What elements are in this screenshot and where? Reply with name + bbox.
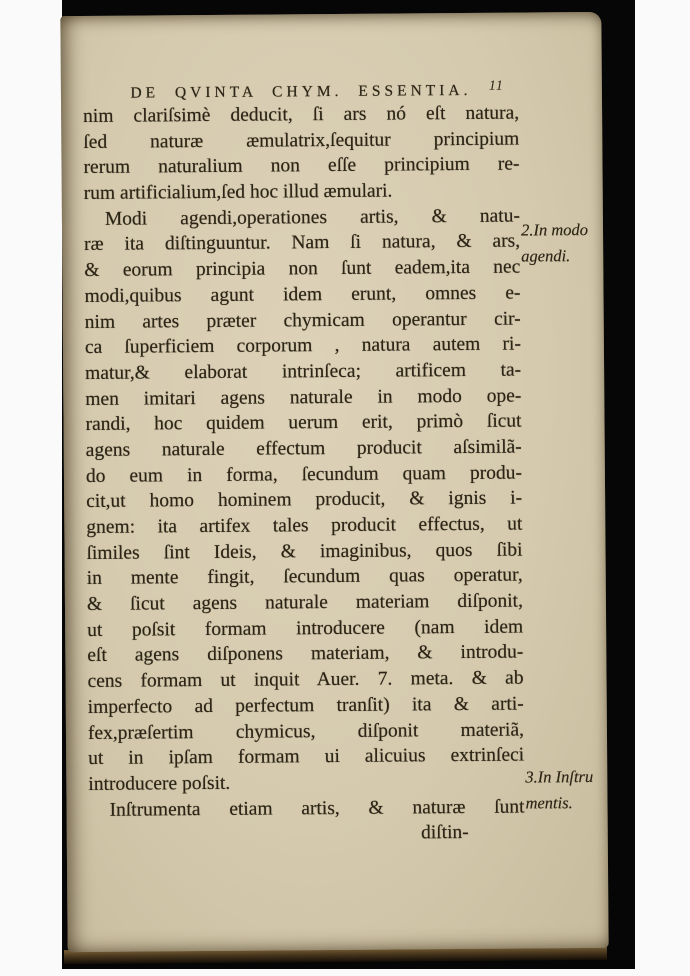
text-line: cens formam ut inquit Auer. 7. meta. & ab — [87, 667, 524, 693]
text-line: rum artificialium,ſed hoc illud æmulari. — [83, 180, 393, 205]
text-line: randi, hoc quidem uerum erit, primò ſicut — [85, 410, 522, 436]
text-line: modi,quibus agunt idem erunt, omnes e- — [84, 282, 521, 307]
text-line: eſt agens diſponens materiam, & introdu- — [87, 641, 524, 667]
text-line: ut poſsit formam introducere (nam idem — [87, 616, 524, 641]
text-line: Inſtrumenta etiam artis, & naturæ ſunt — [109, 796, 525, 821]
text-line: agens naturale effectum producit aſsimilã- — [85, 436, 522, 461]
margin-note-line: 3.In Inſtru — [525, 766, 594, 787]
text-line: & ſicut agens naturale materiam diſponit, — [86, 590, 524, 616]
book-page — [60, 12, 608, 952]
margin-note-line: mentis. — [525, 793, 573, 813]
body-text — [83, 101, 525, 849]
text-line: do eum in forma, ſecundum quam produ- — [85, 462, 523, 487]
catchword: diſtin- — [421, 822, 469, 844]
text-line: ræ ita diſtinguuntur. Nam ſi natura, & ars, — [84, 230, 521, 256]
text-line: fex,præſertim chymicus, diſponit materiã, — [87, 719, 525, 744]
text-line: ſed naturæ æmulatrix,ſequitur principium — [83, 128, 520, 153]
text-line: ut in ipſam formam ui alicuius extrinſeci — [88, 744, 525, 770]
text-line: rerum naturalium non eſſe principium re- — [83, 153, 520, 179]
text-line: nim artes præter chymicam operantur cir- — [84, 308, 521, 333]
margin-note-line: agendi. — [521, 246, 571, 266]
margin-note-line: 2.In modo — [520, 220, 589, 240]
text-line: introducere poſsit. — [88, 772, 231, 795]
margin-note-in-modo-agendi — [521, 217, 607, 270]
text-line: imperfecto ad perfectum tranſit) ita & arti- — [87, 693, 524, 718]
text-line: nim clariſsimè deducit, ſi ars nó eſt natura, — [83, 102, 520, 127]
text-line: Modi agendi,operationes artis, & natu- — [104, 205, 520, 230]
text-line: in mente fingit, ſecundum quas operatur, — [86, 564, 523, 590]
margin-note-in-instrumentis — [525, 764, 611, 817]
page-number: 11 — [488, 78, 504, 94]
running-head-title: DE QVINTA CHYM. ESSENTIA. — [130, 81, 472, 102]
text-line: cit,ut homo hominem producit, & ignis i- — [86, 487, 523, 513]
text-line: matur,& elaborat intrinſeca; artificem ta- — [85, 359, 522, 384]
text-line: & eorum principia non ſunt eadem,ita nec — [84, 256, 521, 282]
text-line: ca ſuperficiem corporum , natura autem ri- — [84, 333, 522, 359]
text-line: gnem: ita artifex tales producit effectus, ut — [86, 513, 523, 538]
text-line: ſimiles ſint Ideis, & imaginibus, quos ſibi — [86, 539, 523, 564]
text-line: men imitari agens naturale in modo ope- — [85, 385, 522, 410]
